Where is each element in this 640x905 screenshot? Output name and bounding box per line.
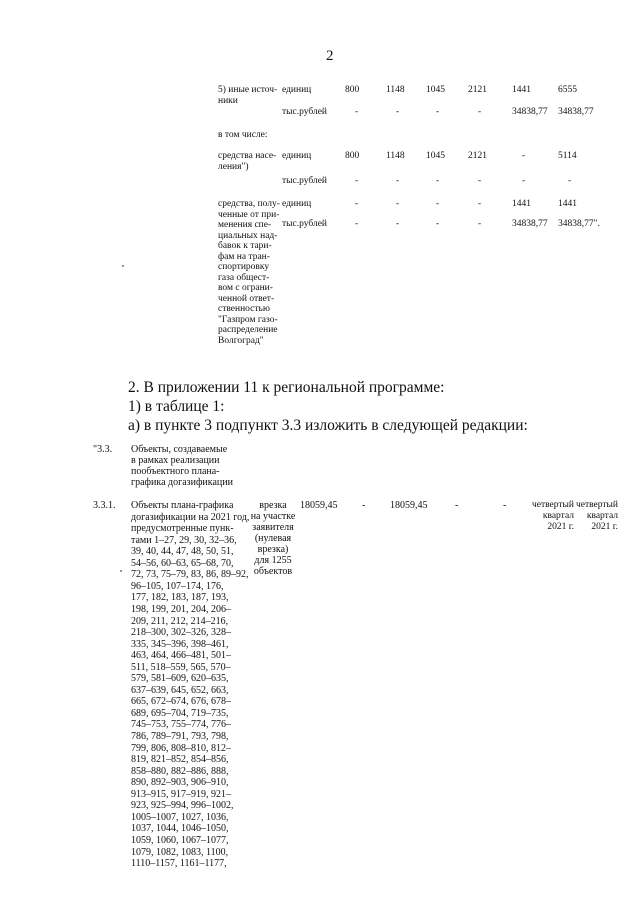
term-line: четвертый <box>575 500 618 510</box>
value-cell: - <box>436 219 440 229</box>
value-cell: - <box>396 219 400 229</box>
value-cell: 1441 <box>512 85 531 95</box>
measure-line: объектов <box>253 566 293 577</box>
measure-line: врезка <box>259 500 287 511</box>
source-line: ченной ответ- <box>218 293 275 304</box>
measure-line: заявителя <box>252 522 294 533</box>
description-line: 463, 464, 466–481, 501– <box>131 650 231 662</box>
description-line: 511, 518–559, 565, 570– <box>131 661 231 673</box>
value-cell: 1441 <box>558 199 577 209</box>
source-line: 5) иные источ- <box>218 85 278 95</box>
source-line: в том числе: <box>218 130 268 140</box>
value-cell: 34838,77 <box>512 219 548 229</box>
scan-speck <box>120 570 122 572</box>
value-cell: - <box>436 199 440 209</box>
value-cell: 34838,77". <box>558 219 600 229</box>
value-cell: 800 <box>345 85 360 95</box>
source-line: ченные от при- <box>218 209 280 220</box>
description-line: 665, 672–674, 676, 678– <box>131 696 231 708</box>
value-cell: 800 <box>345 151 360 161</box>
value-cell: 2121 <box>468 85 487 95</box>
description-line: 335, 345–396, 398–461, <box>131 638 229 650</box>
description-line: Объекты, создаваемые <box>131 444 228 455</box>
instruction-line-3: а) в пункте 3 подпункт 3.3 изложить в следующей редакции: <box>128 417 528 434</box>
unit-cell: единиц <box>282 85 312 95</box>
row-3-3-number: "3.3. <box>93 444 113 455</box>
source-line: Волгоград" <box>218 335 264 346</box>
value-cell: 34838,77 <box>558 107 594 117</box>
value-cell: - <box>355 219 359 229</box>
value-cell: - <box>396 199 400 209</box>
description-line: 1037, 1044, 1046–1050, <box>131 823 229 835</box>
source-line: средства, полу- <box>218 199 280 209</box>
unit-cell: единиц <box>282 151 312 161</box>
measure-line: (нулевая <box>254 533 292 544</box>
description-line: 890, 892–903, 906–910, <box>131 777 229 789</box>
source-line: ственностью <box>218 304 270 314</box>
value-cell: - <box>478 219 482 229</box>
description-line: 39, 40, 44, 47, 48, 50, 51, <box>131 546 234 558</box>
measure-line: для 1255 <box>254 555 292 566</box>
description-line: 799, 806, 808–810, 812– <box>131 742 231 754</box>
measure-line: врезка) <box>257 544 289 555</box>
scan-speck <box>122 265 124 267</box>
value-cell: 6555 <box>558 85 577 95</box>
description-line: 923, 925–994, 996–1002, <box>131 800 234 812</box>
term-line: 2021 г. <box>547 522 574 532</box>
value-cell: 1045 <box>426 85 445 95</box>
row-3-3-1-dash-1: - <box>362 500 366 511</box>
row-3-3-1-value-2: 18059,45 <box>390 500 428 511</box>
source-line: газа общест- <box>218 272 270 283</box>
instruction-line-1: 2. В приложении 11 к региональной программе: <box>128 379 445 396</box>
unit-cell: тыс.рублей <box>282 219 328 229</box>
description-line: 819, 821–852, 854–856, <box>131 754 229 766</box>
value-cell: - <box>396 107 400 117</box>
value-cell: - <box>478 199 482 209</box>
row-3-3-1-dash-3: - <box>503 500 507 511</box>
description-line: 209, 211, 212, 214–216, <box>131 615 229 627</box>
source-line: вом с ограни- <box>218 283 273 293</box>
description-line: 96–105, 107–174, 176, <box>131 580 224 592</box>
row-3-3-1-value-1: 18059,45 <box>300 500 338 511</box>
value-cell: 1148 <box>386 151 405 161</box>
description-line: предусмотренные пунк- <box>131 523 234 535</box>
value-cell: - <box>522 151 526 161</box>
unit-cell: единиц <box>282 199 312 209</box>
measure-line: на участке <box>250 511 296 522</box>
description-line: тами 1–27, 29, 30, 32–36, <box>131 534 237 546</box>
description-line: пообъектного плана- <box>131 466 220 477</box>
description-line: в рамках реализации <box>131 455 220 466</box>
description-line: 1110–1157, 1161–1177, <box>131 858 227 870</box>
source-line: фам на тран- <box>218 251 270 262</box>
unit-cell: тыс.рублей <box>282 107 328 117</box>
value-cell: 1148 <box>386 85 405 95</box>
value-cell: 5114 <box>558 151 577 161</box>
description-line: 198, 199, 201, 204, 206– <box>131 603 231 615</box>
description-line: 218–300, 302–326, 328– <box>131 627 231 639</box>
description-line: 858–880, 882–886, 888, <box>131 765 229 777</box>
value-cell: - <box>396 176 400 186</box>
source-line: бавок к тари- <box>218 241 272 251</box>
source-line: "Газпром газо- <box>218 314 278 325</box>
instruction-line-2: 1) в таблице 1: <box>128 398 225 415</box>
value-cell: 34838,77 <box>512 107 548 117</box>
unit-cell: тыс.рублей <box>282 176 328 186</box>
source-line: ления") <box>218 161 249 172</box>
source-line: ники <box>218 95 238 106</box>
term-line: четвертый <box>531 500 574 510</box>
description-line: 745–753, 755–774, 776– <box>131 719 231 731</box>
value-cell: - <box>436 176 440 186</box>
value-cell: - <box>436 107 440 117</box>
description-line: 637–639, 645, 652, 663, <box>131 684 229 696</box>
description-line: 72, 73, 75–79, 83, 86, 89–92, <box>131 569 249 581</box>
source-line: циальных над- <box>218 230 278 241</box>
description-line: 786, 789–791, 793, 798, <box>131 731 229 742</box>
term-line: 2021 г. <box>591 522 618 532</box>
description-line: Объекты плана-графика <box>131 500 234 511</box>
value-cell: 2121 <box>468 151 487 161</box>
page-number: 2 <box>326 48 334 64</box>
term-line: квартал <box>542 511 574 521</box>
description-line: 579, 581–609, 620–635, <box>131 673 229 685</box>
value-cell: 1045 <box>426 151 445 161</box>
value-cell: - <box>478 176 482 186</box>
description-line: 689, 695–704, 719–735, <box>131 707 229 719</box>
value-cell: - <box>522 176 526 186</box>
description-line: 1005–1007, 1027, 1036, <box>131 811 229 823</box>
source-line: средства насе- <box>218 151 277 161</box>
row-3-3-1-dash-2: - <box>455 500 459 511</box>
description-line: 1059, 1060, 1067–1077, <box>131 834 229 846</box>
description-line: 54–56, 60–63, 65–68, 70, <box>131 557 234 569</box>
value-cell: - <box>355 199 359 209</box>
description-line: графика догазификации <box>131 477 233 488</box>
description-line: 177, 182, 183, 187, 193, <box>131 592 229 604</box>
value-cell: 1441 <box>512 199 531 209</box>
value-cell: - <box>355 107 359 117</box>
source-line: распределение <box>218 325 278 335</box>
value-cell: - <box>355 176 359 186</box>
description-line: 913–915, 917–919, 921– <box>131 788 231 800</box>
row-3-3-1-number: 3.3.1. <box>93 500 116 511</box>
source-line: спортировку <box>218 262 270 272</box>
source-line: менения спе- <box>218 220 272 230</box>
description-line: 1079, 1082, 1083, 1100, <box>131 846 229 858</box>
term-line: квартал <box>586 511 618 521</box>
value-cell: - <box>478 107 482 117</box>
value-cell: - <box>568 176 572 186</box>
description-line: догазификации на 2021 год, <box>131 511 250 523</box>
